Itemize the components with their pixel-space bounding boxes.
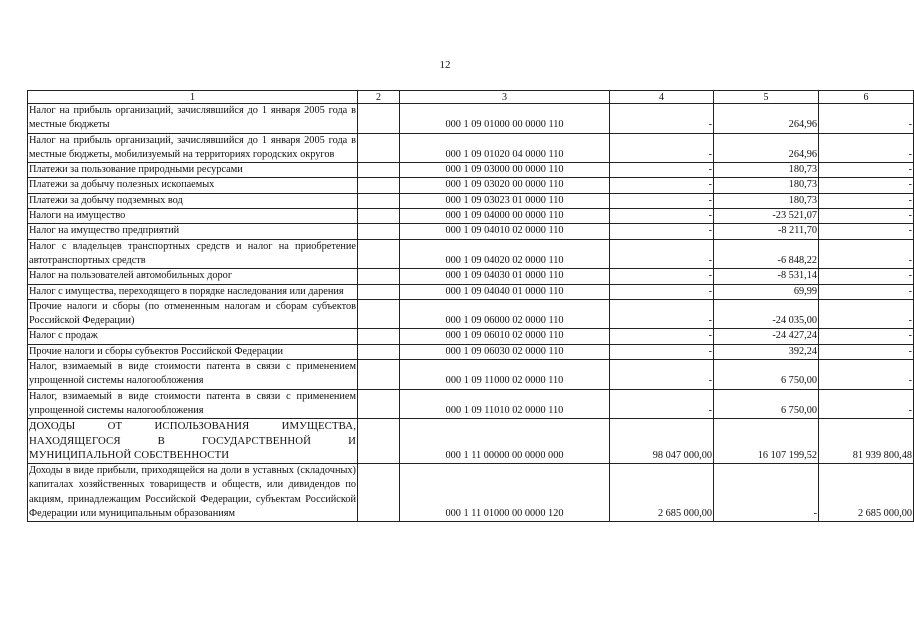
- row-code-cell: 000 1 09 01020 04 0000 110: [400, 133, 610, 163]
- row-code-cell: 000 1 11 01000 00 0000 120: [400, 464, 610, 522]
- row-col2-cell: [358, 269, 400, 284]
- row-name-cell: Налог с продаж: [28, 329, 358, 344]
- column-header: 3: [400, 91, 610, 104]
- row-code-cell: 000 1 09 04010 02 0000 110: [400, 224, 610, 239]
- table-row: [28, 133, 914, 163]
- table-row: [28, 419, 914, 464]
- row-col5-cell: 180,73: [714, 178, 819, 193]
- table-row: [28, 344, 914, 359]
- row-name-cell: ДОХОДЫ ОТ ИСПОЛЬЗОВАНИЯ ИМУЩЕСТВА, НАХОДЯЩЕГОСЯ В ГОСУДАРСТВЕННОЙ И МУНИЦИПАЛЬНОЙ СОБСТВЕННОСТИ: [28, 419, 358, 464]
- row-col6-cell: -: [819, 344, 914, 359]
- row-name-cell: Налог, взимаемый в виде стоимости патента в связи с применением упрощенной системы налогообложения: [28, 360, 358, 390]
- row-col5-cell: 6 750,00: [714, 389, 819, 419]
- row-col2-cell: [358, 209, 400, 224]
- row-col4-cell: -: [610, 193, 714, 208]
- row-code-cell: 000 1 09 11010 02 0000 110: [400, 389, 610, 419]
- row-col4-cell: -: [610, 269, 714, 284]
- row-code-cell: 000 1 09 03020 00 0000 110: [400, 178, 610, 193]
- row-name-cell: Налог на прибыль организаций, зачислявшийся до 1 января 2005 года в местные бюджеты, мобилизуемый на территориях городских округов: [28, 133, 358, 163]
- row-col4-cell: -: [610, 389, 714, 419]
- row-col4-cell: -: [610, 104, 714, 134]
- row-col2-cell: [358, 193, 400, 208]
- row-col2-cell: [358, 104, 400, 134]
- row-col6-cell: -: [819, 224, 914, 239]
- column-header: 1: [28, 91, 358, 104]
- row-code-cell: 000 1 09 04020 02 0000 110: [400, 239, 610, 269]
- row-col2-cell: [358, 133, 400, 163]
- row-col5-cell: 264,96: [714, 104, 819, 134]
- row-col6-cell: -: [819, 284, 914, 299]
- row-col6-cell: -: [819, 389, 914, 419]
- row-col6-cell: -: [819, 360, 914, 390]
- row-name-cell: Налог на прибыль организаций, зачислявшийся до 1 января 2005 года в местные бюджеты: [28, 104, 358, 134]
- row-col5-cell: 69,99: [714, 284, 819, 299]
- table-row: [28, 193, 914, 208]
- row-col5-cell: 180,73: [714, 163, 819, 178]
- column-header: 6: [819, 91, 914, 104]
- row-col2-cell: [358, 178, 400, 193]
- row-col6-cell: -: [819, 299, 914, 329]
- row-col5-cell: -24 427,24: [714, 329, 819, 344]
- row-col4-cell: -: [610, 224, 714, 239]
- row-name-cell: Платежи за добычу подземных вод: [28, 193, 358, 208]
- table-body: [28, 104, 914, 522]
- row-col4-cell: -: [610, 284, 714, 299]
- row-col5-cell: -: [714, 464, 819, 522]
- row-code-cell: 000 1 09 04030 01 0000 110: [400, 269, 610, 284]
- row-col4-cell: 98 047 000,00: [610, 419, 714, 464]
- row-code-cell: 000 1 09 04000 00 0000 110: [400, 209, 610, 224]
- column-header: 5: [714, 91, 819, 104]
- table-row: [28, 178, 914, 193]
- row-name-cell: Налог, взимаемый в виде стоимости патента в связи с применением упрощенной системы налогообложения: [28, 389, 358, 419]
- row-col5-cell: -6 848,22: [714, 239, 819, 269]
- row-col4-cell: -: [610, 133, 714, 163]
- table-row: [28, 389, 914, 419]
- row-col5-cell: 16 107 199,52: [714, 419, 819, 464]
- table-header-row: [28, 91, 914, 104]
- table-row: [28, 104, 914, 134]
- row-col6-cell: 81 939 800,48: [819, 419, 914, 464]
- page-number: 12: [439, 59, 451, 71]
- row-col5-cell: 392,24: [714, 344, 819, 359]
- row-code-cell: 000 1 09 03000 00 0000 110: [400, 163, 610, 178]
- row-name-cell: Прочие налоги и сборы (по отмененным налогам и сборам субъектов Российской Федерации): [28, 299, 358, 329]
- row-name-cell: Прочие налоги и сборы субъектов Российской Федерации: [28, 344, 358, 359]
- row-col5-cell: -24 035,00: [714, 299, 819, 329]
- row-name-cell: Платежи за добычу полезных ископаемых: [28, 178, 358, 193]
- row-col6-cell: -: [819, 178, 914, 193]
- row-col2-cell: [358, 299, 400, 329]
- table-row: [28, 163, 914, 178]
- row-col2-cell: [358, 224, 400, 239]
- table-row: [28, 239, 914, 269]
- row-col6-cell: -: [819, 269, 914, 284]
- row-code-cell: 000 1 09 06000 02 0000 110: [400, 299, 610, 329]
- row-col2-cell: [358, 419, 400, 464]
- row-col6-cell: -: [819, 239, 914, 269]
- row-col4-cell: -: [610, 239, 714, 269]
- row-col2-cell: [358, 360, 400, 390]
- row-col6-cell: -: [819, 209, 914, 224]
- row-col5-cell: 180,73: [714, 193, 819, 208]
- row-code-cell: 000 1 09 06030 02 0000 110: [400, 344, 610, 359]
- budget-revenue-table: [27, 90, 914, 522]
- row-col5-cell: 264,96: [714, 133, 819, 163]
- row-col6-cell: 2 685 000,00: [819, 464, 914, 522]
- row-name-cell: Налоги на имущество: [28, 209, 358, 224]
- row-col2-cell: [358, 344, 400, 359]
- row-code-cell: 000 1 09 03023 01 0000 110: [400, 193, 610, 208]
- row-col2-cell: [358, 163, 400, 178]
- table-row: [28, 284, 914, 299]
- row-code-cell: 000 1 09 01000 00 0000 110: [400, 104, 610, 134]
- table-row: [28, 209, 914, 224]
- row-code-cell: 000 1 09 06010 02 0000 110: [400, 329, 610, 344]
- table-row: [28, 360, 914, 390]
- row-col2-cell: [358, 239, 400, 269]
- row-col6-cell: -: [819, 329, 914, 344]
- row-code-cell: 000 1 09 11000 02 0000 110: [400, 360, 610, 390]
- row-name-cell: Налог с владельцев транспортных средств и налог на приобретение автотранспортных средств: [28, 239, 358, 269]
- row-name-cell: Доходы в виде прибыли, приходящейся на доли в уставных (складочных) капиталах хозяйственных товариществ и обществ, или дивидендов по акциям, принадлежащим Российской Федерации, субъектам Российской Федерации или муниципальным образованиям: [28, 464, 358, 522]
- row-col6-cell: -: [819, 133, 914, 163]
- row-col5-cell: -8 531,14: [714, 269, 819, 284]
- row-col6-cell: -: [819, 193, 914, 208]
- row-col2-cell: [358, 329, 400, 344]
- row-col4-cell: 2 685 000,00: [610, 464, 714, 522]
- row-col6-cell: -: [819, 104, 914, 134]
- row-col4-cell: -: [610, 209, 714, 224]
- column-header: 2: [358, 91, 400, 104]
- row-col4-cell: -: [610, 360, 714, 390]
- row-col2-cell: [358, 389, 400, 419]
- table-row: [28, 329, 914, 344]
- row-name-cell: Платежи за пользование природными ресурсами: [28, 163, 358, 178]
- row-name-cell: Налог на пользователей автомобильных дорог: [28, 269, 358, 284]
- table-row: [28, 464, 914, 522]
- row-code-cell: 000 1 11 00000 00 0000 000: [400, 419, 610, 464]
- row-col5-cell: -23 521,07: [714, 209, 819, 224]
- row-col4-cell: -: [610, 329, 714, 344]
- row-col5-cell: -8 211,70: [714, 224, 819, 239]
- row-col4-cell: -: [610, 344, 714, 359]
- row-col4-cell: -: [610, 299, 714, 329]
- table-row: [28, 269, 914, 284]
- table-row: [28, 299, 914, 329]
- row-name-cell: Налог на имущество предприятий: [28, 224, 358, 239]
- row-col6-cell: -: [819, 163, 914, 178]
- row-name-cell: Налог с имущества, переходящего в порядке наследования или дарения: [28, 284, 358, 299]
- row-col5-cell: 6 750,00: [714, 360, 819, 390]
- row-col4-cell: -: [610, 178, 714, 193]
- row-col2-cell: [358, 284, 400, 299]
- column-header: 4: [610, 91, 714, 104]
- row-col4-cell: -: [610, 163, 714, 178]
- row-code-cell: 000 1 09 04040 01 0000 110: [400, 284, 610, 299]
- row-col2-cell: [358, 464, 400, 522]
- table-row: [28, 224, 914, 239]
